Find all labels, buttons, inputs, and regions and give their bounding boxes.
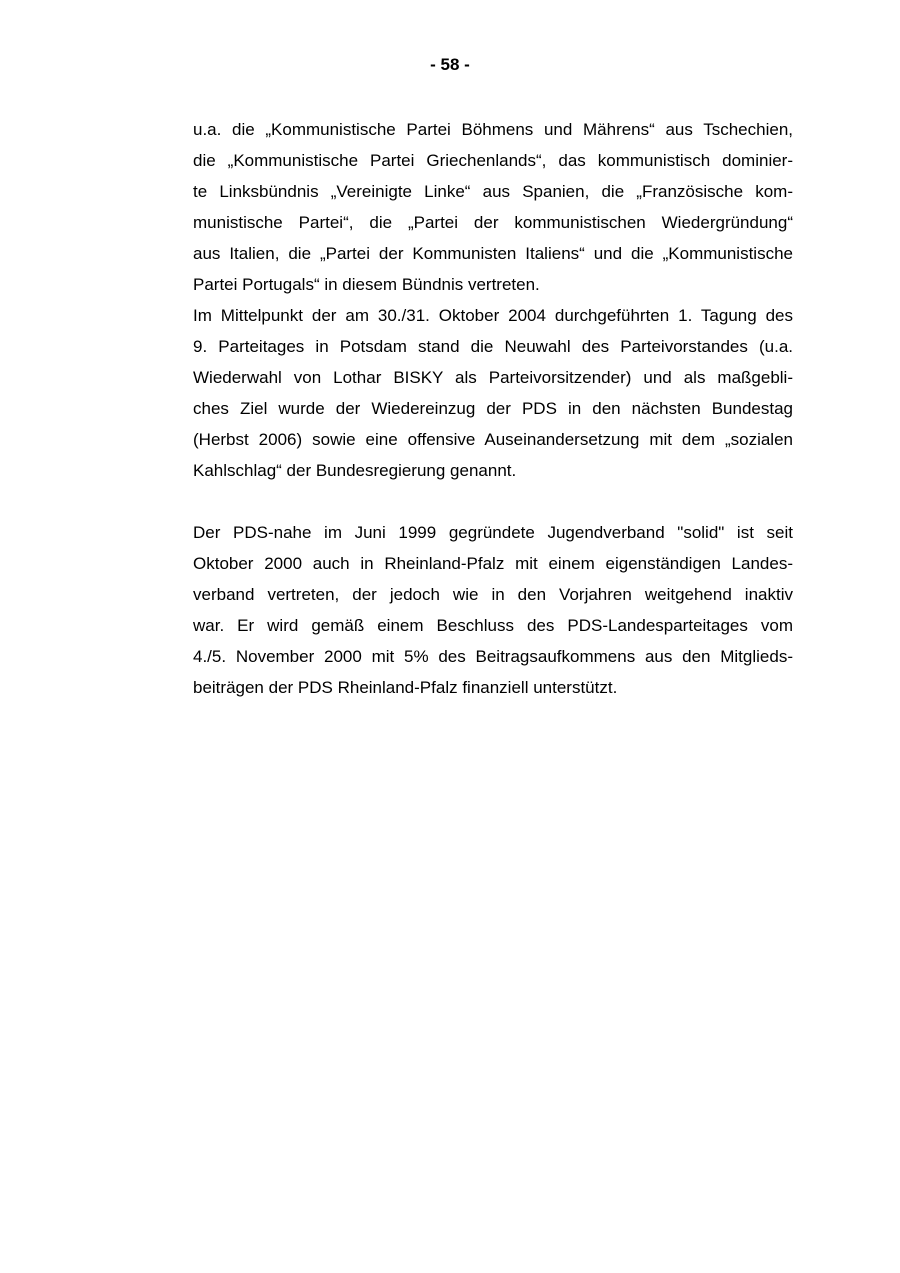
text-line: verband vertreten, der jedoch wie in den Vorjahren weitgehend inaktiv xyxy=(193,585,793,604)
text-line: Partei Portugals“ in diesem Bündnis vertreten. xyxy=(193,275,540,294)
body-text xyxy=(193,114,793,703)
text-line: 4./5. November 2000 mit 5% des Beitragsaufkommens aus den Mitglieds- xyxy=(193,647,793,666)
paragraph-youth-association xyxy=(193,517,793,703)
text-line: munistische Partei“, die „Partei der kommunistischen Wiedergründung“ xyxy=(193,213,793,232)
text-line: die „Kommunistische Partei Griechenlands“, das kommunistisch dominier- xyxy=(193,151,793,170)
text-line: 9. Parteitages in Potsdam stand die Neuwahl des Parteivorstandes (u.a. xyxy=(193,337,793,356)
text-line: te Linksbündnis „Vereinigte Linke“ aus Spanien, die „Französische kom- xyxy=(193,182,793,201)
page-number: - 58 - xyxy=(430,55,470,74)
text-line: Der PDS-nahe im Juni 1999 gegründete Jugendverband "solid" ist seit xyxy=(193,523,793,542)
paragraph-party-congress xyxy=(193,300,793,486)
text-line: Im Mittelpunkt der am 30./31. Oktober 2004 durchgeführten 1. Tagung des xyxy=(193,306,793,325)
text-line: war. Er wird gemäß einem Beschluss des PDS-Landesparteitages vom xyxy=(193,616,793,635)
paragraph-alliance-members xyxy=(193,114,793,300)
text-line: Oktober 2000 auch in Rheinland-Pfalz mit einem eigenständigen Landes- xyxy=(193,554,793,573)
text-line: (Herbst 2006) sowie eine offensive Auseinandersetzung mit dem „sozialen xyxy=(193,430,793,449)
text-line: beiträgen der PDS Rheinland-Pfalz finanziell unterstützt. xyxy=(193,678,618,697)
text-line: ches Ziel wurde der Wiedereinzug der PDS in den nächsten Bundestag xyxy=(193,399,793,418)
text-line: u.a. die „Kommunistische Partei Böhmens und Mährens“ aus Tschechien, xyxy=(193,120,793,139)
text-line: aus Italien, die „Partei der Kommunisten Italiens“ und die „Kommunistische xyxy=(193,244,793,263)
text-line: Wiederwahl von Lothar BISKY als Parteivorsitzender) und als maßgebli- xyxy=(193,368,793,387)
text-line: Kahlschlag“ der Bundesregierung genannt. xyxy=(193,461,517,480)
